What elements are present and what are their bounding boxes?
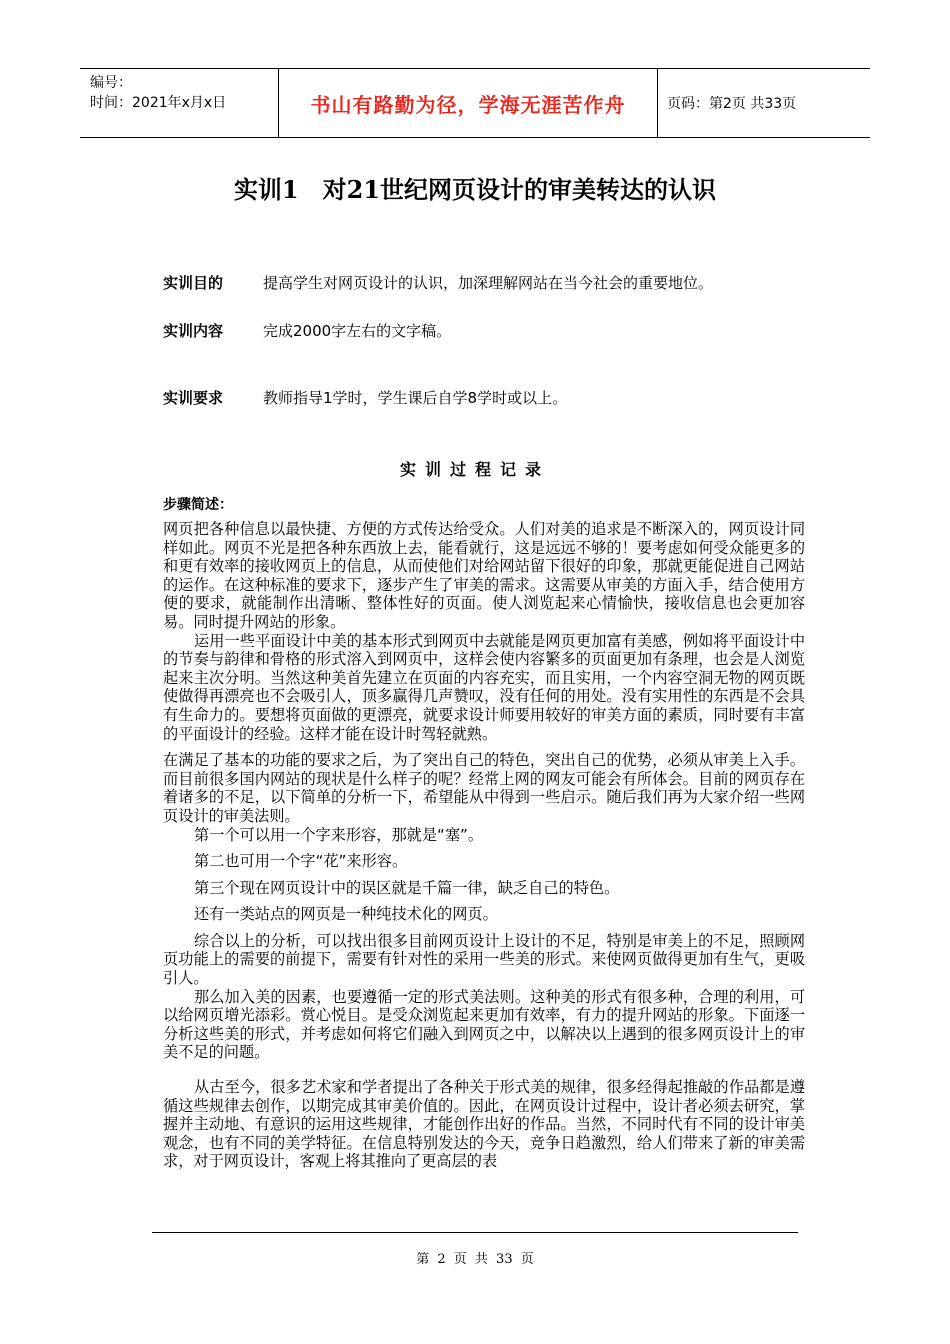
header-motto: 书山有路勤为径，学海无涯苦作舟 <box>310 92 626 117</box>
body-text <box>163 520 805 1171</box>
header-table <box>80 68 870 138</box>
record-title: 实训过程记录 <box>399 460 550 479</box>
footer-divider <box>152 1232 798 1233</box>
paragraph: 运用一些平面设计中美的基本形式到网页中去就能是网页更加富有美感，例如将平面设计中的节奏与韵律和骨格的形式溶入到网页中，这样会使内容繁多的页面更加有条理，也会是人浏览起来主次分明。当然这种美首先建立在页面的内容充实，而且实用，一个内容空洞无物的网页既使做得再漂亮也不会吸引人，顶多赢得几声赞叹，没有任何的用处。没有实用性的东西是不会具有生命力的。要想将页面做的更漂亮，就要求设计师要用较好的审美方面的素质，同时要有丰富的平面设计的经验。这样才能在设计时驾轻就熟。 <box>163 631 805 743</box>
paragraph: 在满足了基本的功能的要求之后，为了突出自己的特色，突出自己的优势，必须从审美上入手。而目前很多国内网站的现状是什么样子的呢？经常上网的网友可能会有所体会。目前的网页存在着诸多的不足，以下简单的分析一下，希望能从中得到一些启示。随后我们再为大家介绍一些网页设计的审美法则。 <box>163 751 805 825</box>
header-motto-cell <box>278 69 658 137</box>
header-left-cell <box>80 69 278 137</box>
field-content-label: 实训内容 <box>163 322 224 340</box>
paragraph: 网页把各种信息以最快捷、方便的方式传达给受众。人们对美的追求是不断深入的，网页设计同样如此。网页不光是把各种东西放上去，能看就行，这是远远不够的！要考虑如何受众能更多的和更有效率的接收网页上的信息，从而使他们对给网站留下很好的印象，那就更能促进自己网站的运作。在这种标准的要求下，逐步产生了审美的需求。这需要从审美的方面入手，结合使用方便的要求，就能制作出清晰、整体性好的页面。使人浏览起来心情愉快，接收信息也会更加容易。同时提升网站的形象。 <box>163 520 805 631</box>
field-requirement-label: 实训要求 <box>163 389 224 407</box>
doc-date: 时间：2021年x月x日 <box>90 95 227 111</box>
field-purpose-label: 实训目的 <box>163 274 224 292</box>
page-footer: 第 2 页 共 33 页 <box>416 1252 534 1267</box>
paragraph: 第一个可以用一个字来形容，那就是“塞”。 <box>194 825 484 844</box>
page-title <box>0 170 950 205</box>
field-purpose-value: 提高学生对网页设计的认识，加深理解网站在当今社会的重要地位。 <box>263 274 714 292</box>
paragraph: 综合以上的分析，可以找出很多目前网页设计上设计的不足，特别是审美上的不足，照顾网页功能上的需要的前提下，需要有针对性的采用一些美的形式。来使网页做得更加有生气，更吸引人。 <box>163 931 805 988</box>
paragraph: 从古至今，很多艺术家和学者提出了各种关于形式美的规律，很多经得起推敲的作品都是遵循这些规律去创作，以期完成其审美价值的。因此，在网页设计过程中，设计者必须去研究，掌握并主动地、有意识的运用这些规律，才能创作出好的作品。当然，不同时代有不同的设计审美观念，也有不同的美学特征。在信息特别发达的今天，竞争日趋激烈，给人们带来了新的审美需求，对于网页设计，客观上将其推向了更高层的表 <box>163 1078 805 1171</box>
field-requirement-value: 教师指导1学时，学生课后自学8学时或以上。 <box>263 389 568 407</box>
paragraph: 第三个现在网页设计中的误区就是千篇一律，缺乏自己的特色。 <box>194 878 620 897</box>
header-page-info: 页码：第2页 共33页 <box>667 96 797 112</box>
paragraph: 第二也可用一个字“花”来形容。 <box>194 852 408 871</box>
paragraph: 那么加入美的因素，也要遵循一定的形式美法则。这种美的形式有很多种，合理的利用，可以给网页增光添彩。赏心悦目。是受众浏览起来更加有效率，有力的提升网站的形象。下面逐一分析这些美的形式，并考虑如何将它们融入到网页之中，以解决以上遇到的很多网页设计上的审美不足的问题。 <box>163 987 805 1062</box>
title-part-1: 实训1 <box>233 175 299 204</box>
steps-label: 步骤简述： <box>163 497 233 513</box>
field-content-value: 完成2000字左右的文字稿。 <box>263 322 452 340</box>
paragraph: 还有一类站点的网页是一种纯技术化的网页。 <box>194 905 498 924</box>
doc-number-label: 编号： <box>90 75 132 91</box>
title-part-2: 对21世纪网页设计的审美转达的认识 <box>322 175 717 204</box>
